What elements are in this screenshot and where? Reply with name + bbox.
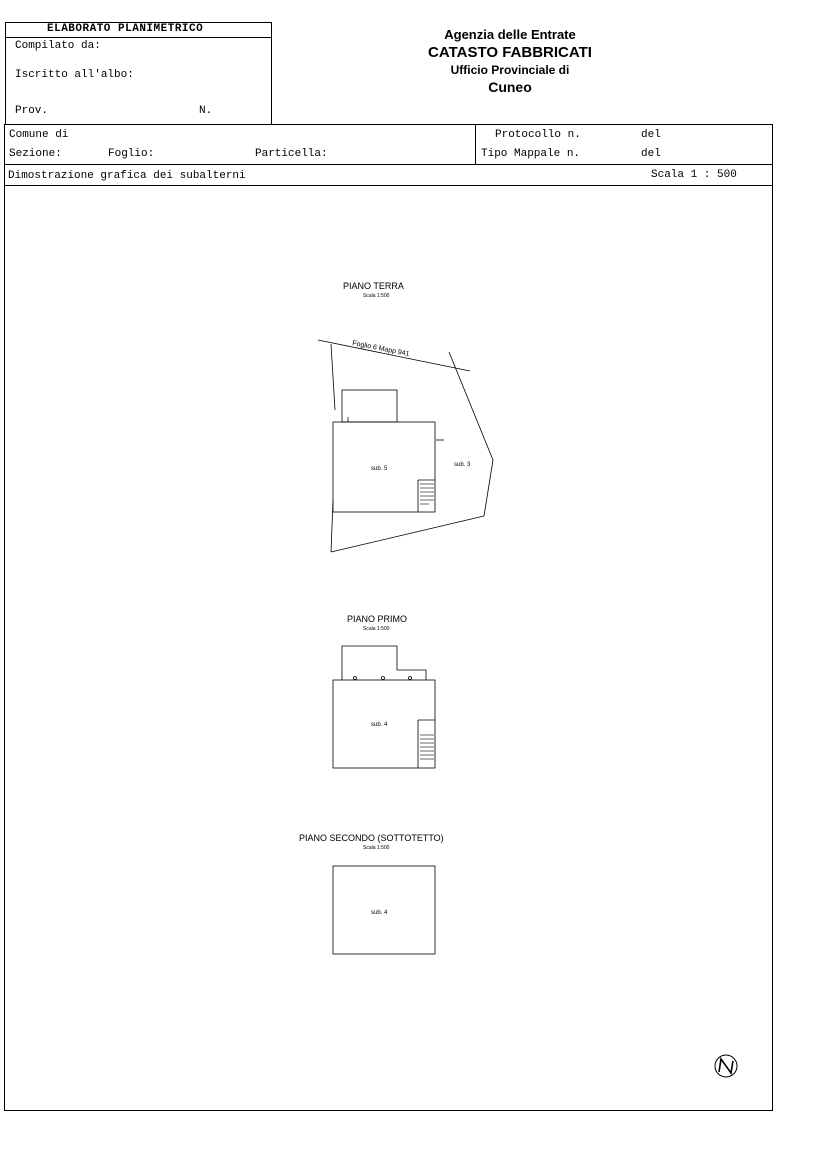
piano-secondo-scale: Scala 1:500: [363, 845, 390, 851]
ufficio-city: Cuneo: [488, 79, 532, 95]
scale-label: Scala 1 : 500: [651, 169, 737, 181]
section-label: Dimostrazione grafica dei subalterni: [8, 170, 246, 182]
document-title: ELABORATO PLANIMETRICO: [47, 23, 204, 35]
compilato-label: Compilato da:: [15, 40, 101, 52]
sub4-secondo-label: sub. 4: [371, 910, 388, 916]
agency-name: Agenzia delle Entrate: [444, 27, 576, 42]
catasto-fabbricati: CATASTO FABBRICATI: [428, 44, 592, 61]
piano-primo-title: PIANO PRIMO: [347, 614, 408, 624]
piano-primo-scale: Scala 1:500: [363, 626, 390, 632]
piano-terra-title: PIANO TERRA: [343, 281, 404, 291]
iscritto-label: Iscritto all'albo:: [15, 69, 134, 81]
sub4-primo-label: sub. 4: [371, 722, 388, 728]
ufficio-provinciale: Ufficio Provinciale di: [450, 63, 570, 77]
tipo-mappale-label: Tipo Mappale n.: [481, 148, 581, 160]
sub3-label: sub. 3: [454, 462, 471, 468]
piano-secondo-title: PIANO SECONDO (SOTTOTETTO): [299, 833, 444, 843]
mappale-label: Foglio 6 Mapp 941: [351, 340, 410, 358]
protocollo-label: Protocollo n.: [495, 129, 581, 141]
prov-label: Prov.: [15, 105, 49, 117]
del-label-2: del: [641, 148, 661, 160]
sub5-label: sub. 5: [371, 466, 388, 472]
north-arrow-icon: [715, 1055, 737, 1077]
foglio-label: Foglio:: [108, 148, 155, 160]
n-label: N.: [199, 105, 213, 117]
del-label-1: del: [641, 129, 661, 141]
comune-label: Comune di: [9, 129, 69, 141]
sezione-label: Sezione:: [9, 148, 62, 160]
particella-label: Particella:: [255, 148, 328, 160]
piano-terra-scale: Scala 1:500: [363, 293, 390, 299]
